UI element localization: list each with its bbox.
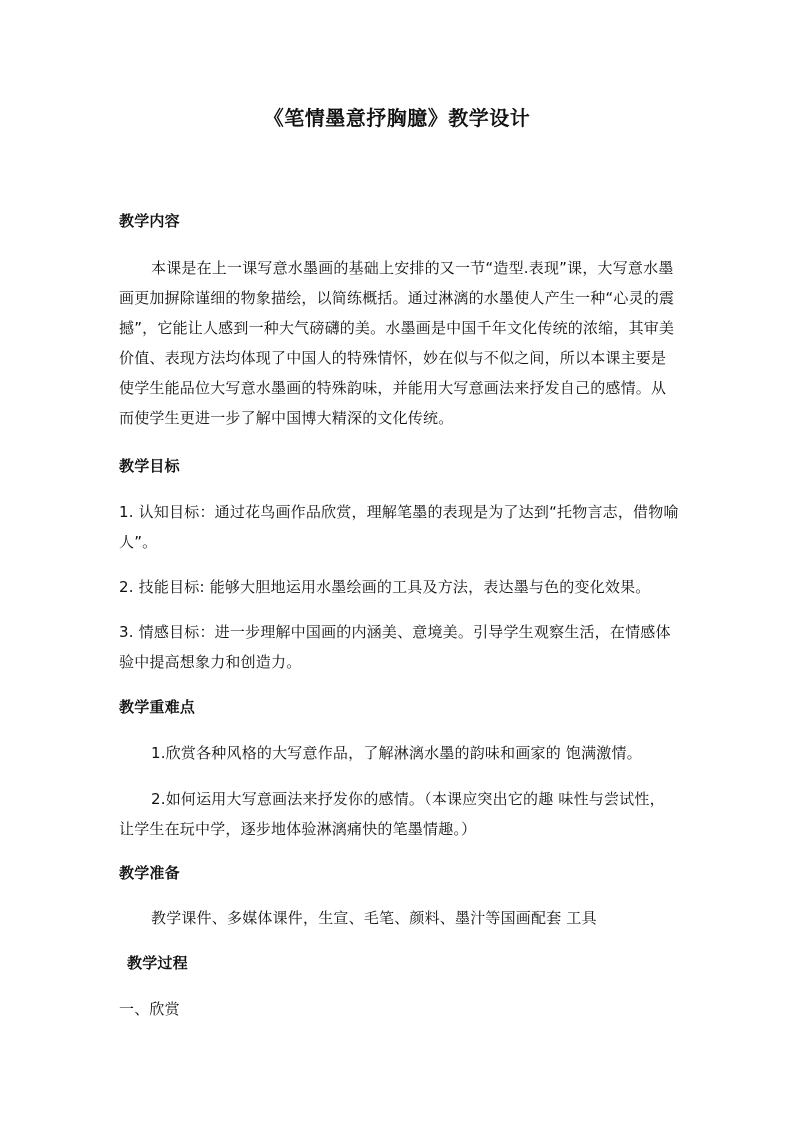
heading-teaching-goals: 教学目标 bbox=[119, 457, 180, 475]
preparation-item bbox=[119, 903, 679, 933]
key-point-text-1: 1.欣赏各种风格的大写意作品，了解淋漓水墨的韵味和画家的 饱满激情。 bbox=[151, 744, 642, 762]
heading-key-points: 教学重难点 bbox=[119, 698, 196, 716]
goal-item-3: 3. 情感目标：进一步理解中国画的内涵美、意境美。引导学生观察生活，在情感体验中提高想象力和创造力。 bbox=[119, 623, 671, 671]
document-title: 《笔情墨意抒胸臆》教学设计 bbox=[263, 106, 531, 130]
key-point-item-2 bbox=[119, 784, 679, 844]
heading-teaching-content: 教学内容 bbox=[119, 212, 180, 230]
key-point-item-1 bbox=[119, 738, 679, 768]
key-point-text-2: 2.如何运用大写意画法来抒发你的感情。（本课应突出它的趣 味性与尝试性，让学生在玩中学，逐步地体验淋漓痛快的笔墨情趣。） bbox=[119, 790, 665, 838]
process-step-1: 一、欣赏 bbox=[119, 1000, 180, 1018]
goal-item-1: 1. 认知目标：通过花鸟画作品欣赏，理解笔墨的表现是为了达到“托物言志，借物喻人”。 bbox=[119, 503, 679, 551]
teaching-content-text: 本课是在上一课写意水墨画的基础上安排的又一节“造型.表现”课，大写意水墨画更加摒除谨细的物象描绘，以简练概括。通过淋漓的水墨使人产生一种“心灵的震撼”，它能让人感到一种大气磅礴的美。水墨画是中国千年文化传统的浓缩，其审美价值、表现方法均体现了中国人的特殊情怀，妙在似与不似之间，所以本课主要是使学生能品位大写意水墨画的特殊韵味，并能用大写意画法来抒发自己的感情。从而使学生更进一步了解中国博大精深的文化传统。 bbox=[119, 259, 675, 427]
heading-teaching-process: 教学过程 bbox=[127, 954, 188, 972]
teaching-content-paragraph bbox=[119, 253, 679, 433]
heading-teaching-preparation: 教学准备 bbox=[119, 864, 180, 882]
preparation-text: 教学课件、多媒体课件，生宣、毛笔、颜料、墨汁等国画配套 工具 bbox=[151, 909, 597, 927]
goal-item-2: 2. 技能目标: 能够大胆地运用水墨绘画的工具及方法，表达墨与色的变化效果。 bbox=[119, 578, 651, 596]
